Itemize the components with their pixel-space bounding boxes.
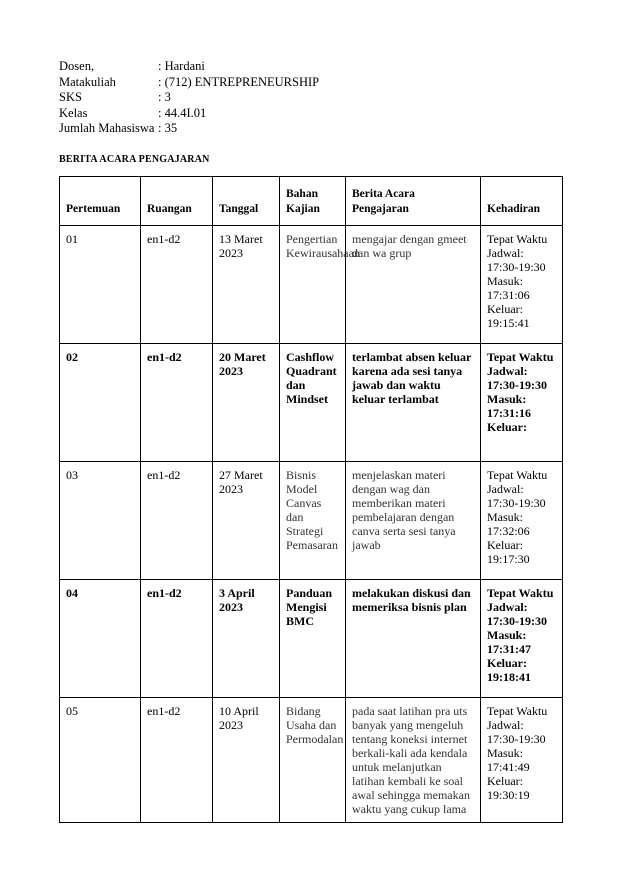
kehadiran-masuk: 17:31:16 — [487, 406, 531, 420]
kehadiran-jadwal-label: Jadwal: — [487, 246, 524, 260]
kehadiran-jadwal-label: Jadwal: — [487, 364, 528, 378]
table-header-row — [60, 177, 563, 226]
table-row — [60, 344, 563, 462]
kehadiran-keluar-label: Keluar: — [487, 420, 527, 434]
kehadiran-jadwal: 17:30-19:30 — [487, 496, 546, 510]
cell-pertemuan: 01 — [60, 226, 141, 344]
cell-berita-acara: mengajar dengan gmeet dan wa grup — [346, 226, 481, 344]
kehadiran-keluar-label: Keluar: — [487, 774, 523, 788]
info-label: Kelas — [59, 105, 88, 120]
kehadiran-keluar: 19:17:30 — [487, 552, 530, 566]
cell-pertemuan: 02 — [60, 344, 141, 462]
cell-berita-acara: menjelaskan materi dengan wag dan memberikan materi pembelajaran dengan canva serta sesi tanya jawab — [346, 462, 481, 580]
info-value: : 35 — [158, 121, 178, 135]
cell-pertemuan: 04 — [60, 580, 141, 698]
cell-kehadiran — [481, 226, 563, 344]
info-label: SKS — [59, 90, 82, 104]
table-row — [60, 580, 563, 698]
info-label: Dosen, — [59, 59, 95, 73]
kehadiran-keluar-label: Keluar: — [487, 656, 527, 670]
cell-bahan-kajian: Pengertian Kewirausahaan — [280, 226, 346, 344]
kehadiran-masuk: 17:31:47 — [487, 642, 531, 656]
kehadiran-keluar-label: Keluar: — [487, 538, 523, 552]
section-title: BERITA ACARA PENGAJARAN — [59, 154, 210, 165]
cell-bahan-kajian: Cashflow Quadrant dan Mindset — [280, 344, 346, 462]
kehadiran-status: Tepat Waktu — [487, 468, 548, 482]
kehadiran-masuk: 17:41:49 — [487, 760, 530, 774]
info-value: : 44.4I.01 — [158, 105, 207, 120]
cell-ruangan: en1-d2 — [141, 698, 213, 823]
info-value: : Hardani — [158, 59, 205, 73]
kehadiran-jadwal: 17:30-19:30 — [487, 614, 547, 628]
info-label: Matakuliah — [59, 74, 116, 89]
col-header-tanggal: Tanggal — [213, 177, 280, 226]
cell-kehadiran — [481, 462, 563, 580]
kehadiran-masuk: 17:31:06 — [487, 288, 530, 302]
cell-kehadiran — [481, 698, 563, 823]
info-value: : 3 — [158, 90, 171, 104]
kehadiran-masuk: 17:32:06 — [487, 524, 530, 538]
info-row-dosen — [59, 59, 319, 75]
info-row-sks — [59, 90, 319, 106]
kehadiran-jadwal: 17:30-19:30 — [487, 378, 547, 392]
info-row-jumlah-mahasiswa — [59, 121, 319, 137]
course-info — [59, 59, 319, 137]
kehadiran-keluar: 19:15:41 — [487, 316, 530, 330]
cell-berita-acara: pada saat latihan pra uts banyak yang mengeluh tentang koneksi internet berkali-kali ada kendala untuk melanjutkan latihan kembali ke soal awal sehingga memakan waktu yang cukup lama — [346, 698, 481, 823]
kehadiran-jadwal-label: Jadwal: — [487, 482, 524, 496]
cell-tanggal: 13 Maret 2023 — [213, 226, 280, 344]
cell-tanggal: 27 Maret 2023 — [213, 462, 280, 580]
col-header-ruangan: Ruangan — [141, 177, 213, 226]
kehadiran-masuk-label: Masuk: — [487, 746, 523, 760]
cell-ruangan: en1-d2 — [141, 580, 213, 698]
table-row — [60, 462, 563, 580]
kehadiran-status: Tepat Waktu — [487, 232, 548, 246]
kehadiran-keluar-label: Keluar: — [487, 302, 523, 316]
kehadiran-status: Tepat Waktu — [487, 586, 554, 600]
kehadiran-status: Tepat Waktu — [487, 704, 548, 718]
cell-bahan-kajian: Bidang Usaha dan Permodalan — [280, 698, 346, 823]
table-row — [60, 698, 563, 823]
cell-pertemuan: 03 — [60, 462, 141, 580]
kehadiran-jadwal: 17:30-19:30 — [487, 732, 546, 746]
kehadiran-keluar: 19:18:41 — [487, 670, 531, 684]
kehadiran-keluar: 19:30:19 — [487, 788, 530, 802]
kehadiran-masuk-label: Masuk: — [487, 510, 523, 524]
info-label: Jumlah Mahasiswa — [59, 121, 155, 135]
info-value: : (712) ENTREPRENEURSHIP — [158, 74, 320, 89]
kehadiran-jadwal: 17:30-19:30 — [487, 260, 546, 274]
kehadiran-jadwal-label: Jadwal: — [487, 718, 524, 732]
cell-berita-acara: melakukan diskusi dan memeriksa bisnis plan — [346, 580, 481, 698]
cell-bahan-kajian: Bisnis Model Canvas dan Strategi Pemasaran — [280, 462, 346, 580]
kehadiran-masuk-label: Masuk: — [487, 392, 527, 406]
cell-kehadiran — [481, 344, 563, 462]
cell-ruangan: en1-d2 — [141, 226, 213, 344]
info-row-matakuliah — [59, 75, 319, 91]
attendance-table — [59, 176, 563, 823]
cell-tanggal: 20 Maret 2023 — [213, 344, 280, 462]
cell-ruangan: en1-d2 — [141, 344, 213, 462]
cell-ruangan: en1-d2 — [141, 462, 213, 580]
col-header-bahan-kajian: Bahan Kajian — [280, 177, 346, 226]
kehadiran-status: Tepat Waktu — [487, 350, 554, 364]
cell-pertemuan: 05 — [60, 698, 141, 823]
kehadiran-masuk-label: Masuk: — [487, 628, 527, 642]
cell-kehadiran — [481, 580, 563, 698]
cell-berita-acara: terlambat absen keluar karena ada sesi tanya jawab dan waktu keluar terlambat — [346, 344, 481, 462]
col-header-pertemuan: Pertemuan — [60, 177, 141, 226]
table-row — [60, 226, 563, 344]
info-row-kelas — [59, 106, 319, 122]
kehadiran-jadwal-label: Jadwal: — [487, 600, 528, 614]
kehadiran-masuk-label: Masuk: — [487, 274, 523, 288]
cell-tanggal: 10 April 2023 — [213, 698, 280, 823]
col-header-kehadiran: Kehadiran — [481, 177, 563, 226]
cell-bahan-kajian: Panduan Mengisi BMC — [280, 580, 346, 698]
col-header-berita-acara: Berita Acara Pengajaran — [346, 177, 481, 226]
cell-tanggal: 3 April 2023 — [213, 580, 280, 698]
